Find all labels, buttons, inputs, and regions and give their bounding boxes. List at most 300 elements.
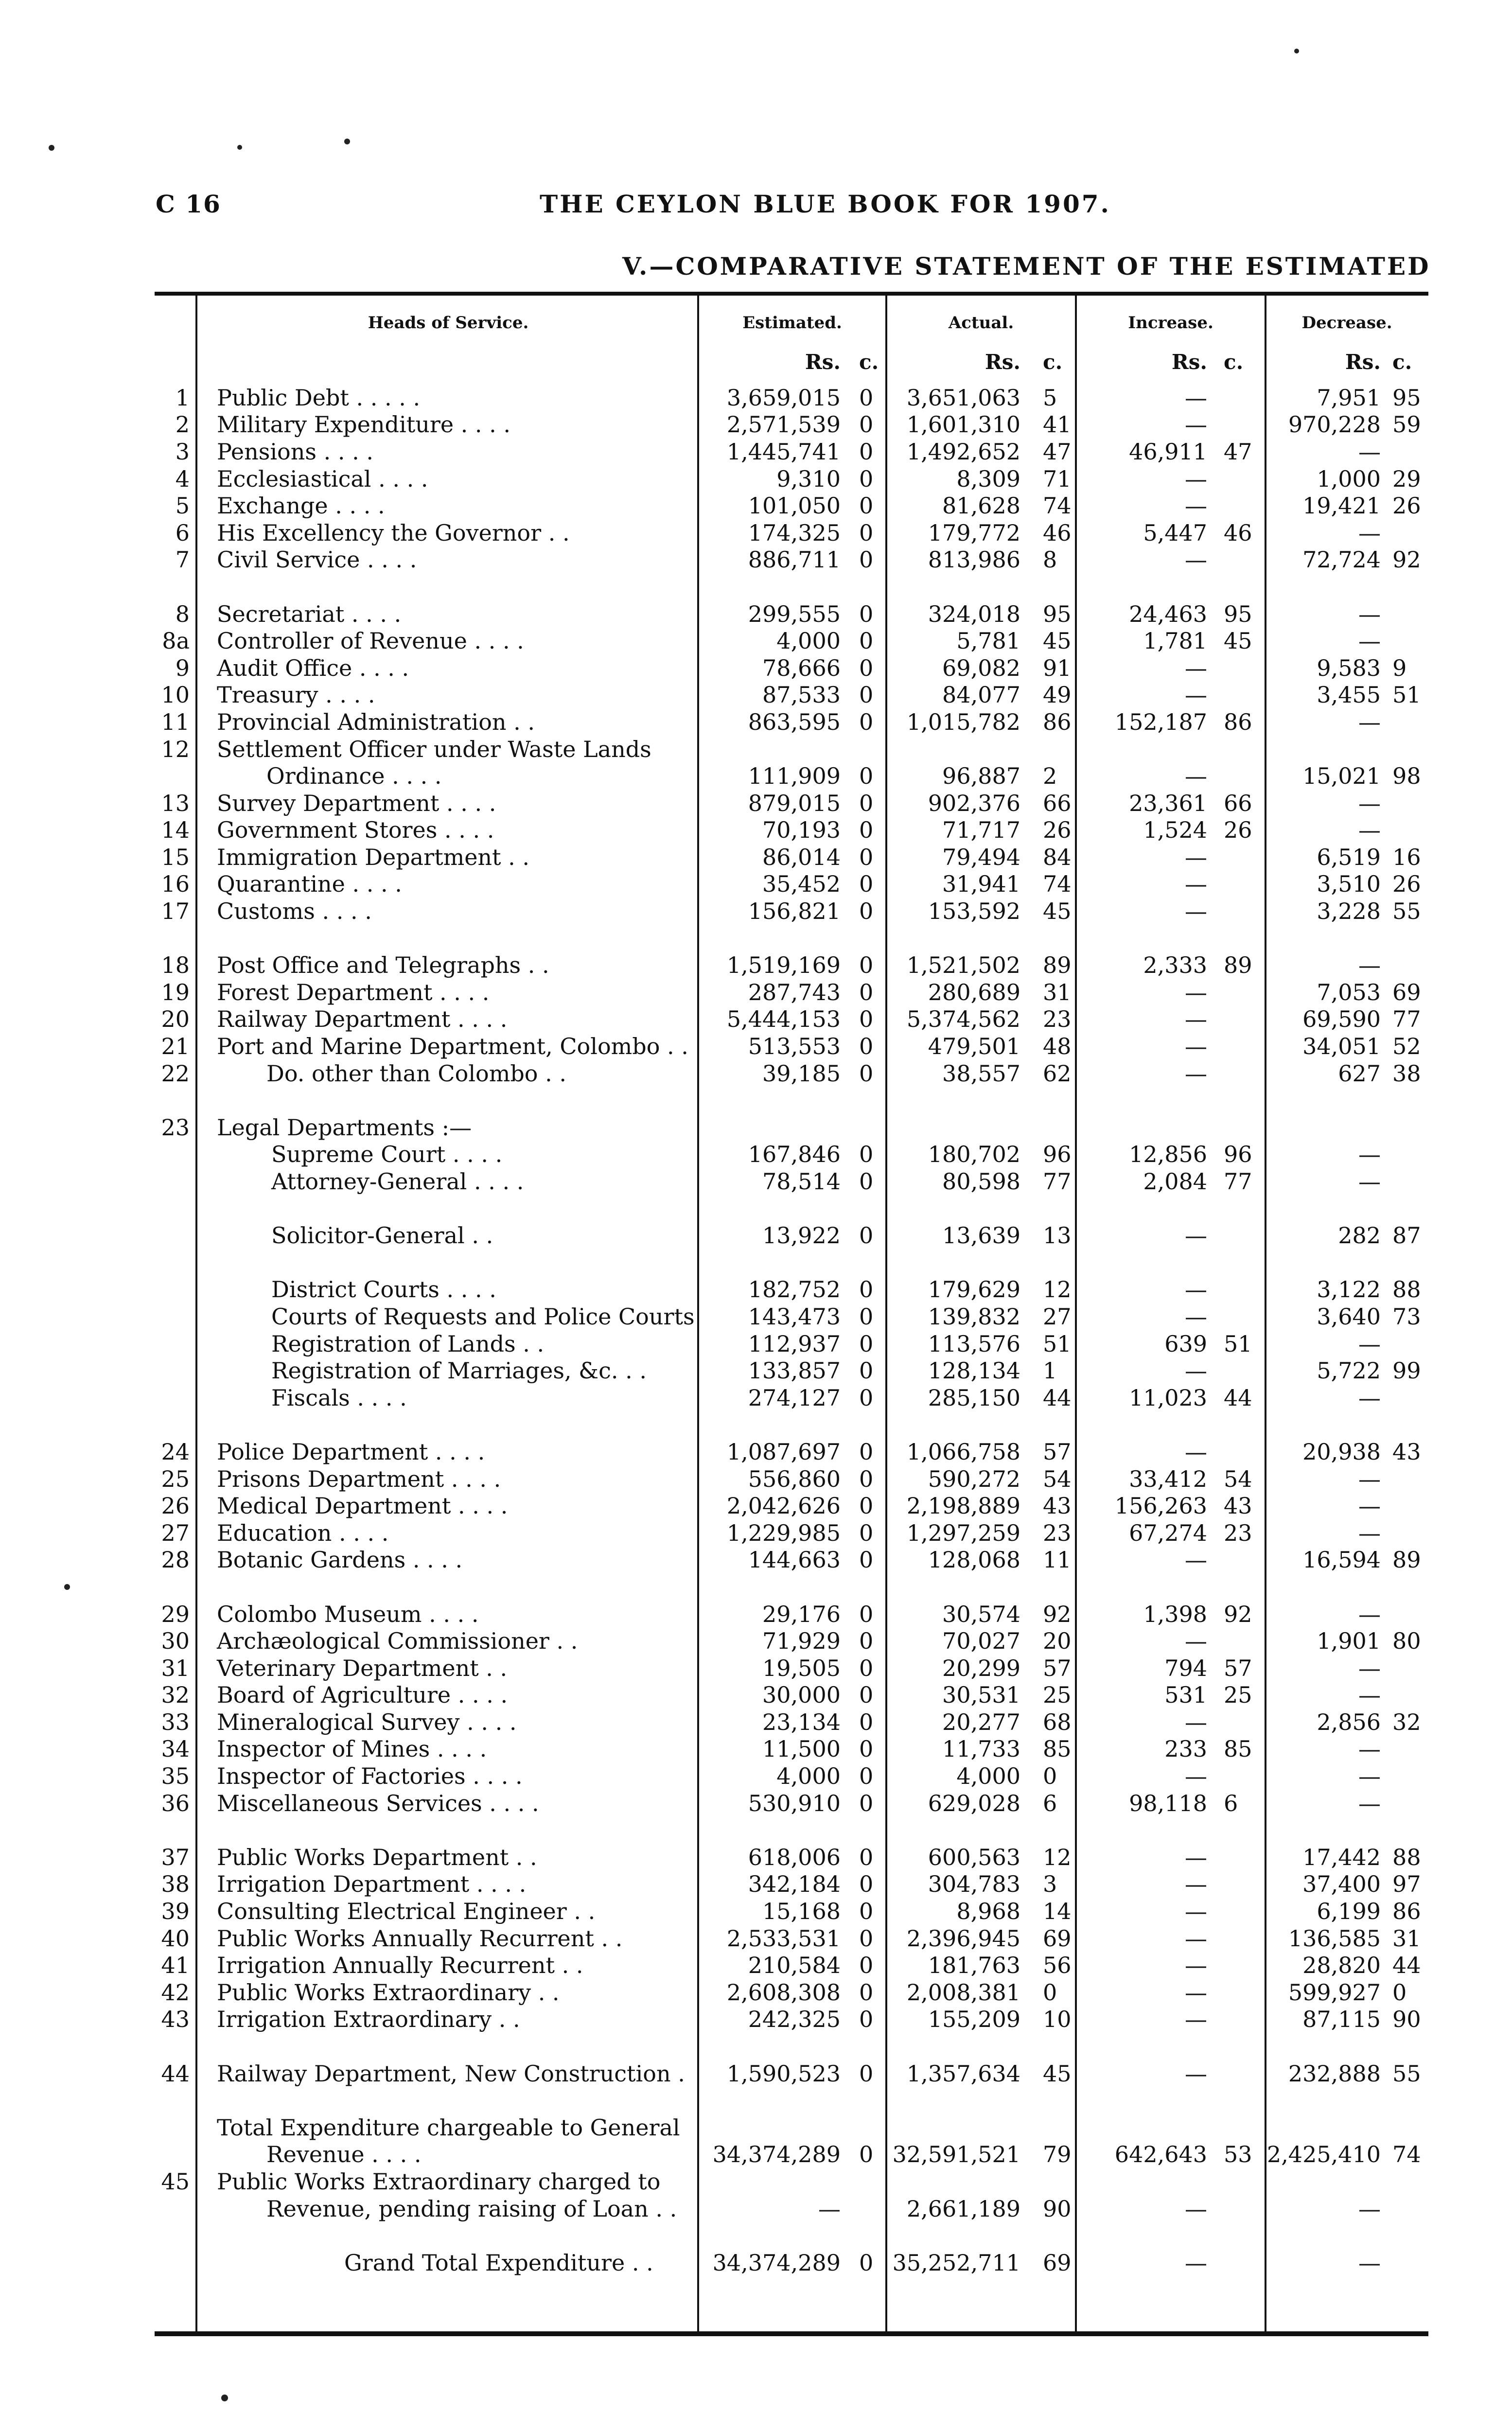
decrease-c: 55 xyxy=(1392,898,1421,925)
actual-c: 45 xyxy=(1043,2060,1072,2087)
increase-c: 53 xyxy=(1224,2141,1252,2168)
actual-rs: 590,272 xyxy=(928,1465,1021,1492)
decrease-rs: — xyxy=(1358,952,1381,979)
actual-c: 86 xyxy=(1043,708,1072,735)
unit-c: c. xyxy=(1043,350,1063,374)
estimated-c: 0 xyxy=(859,1141,874,1168)
page-number: C 16 xyxy=(156,190,221,218)
increase-rs: — xyxy=(1185,1871,1208,1898)
estimated-rs: 143,473 xyxy=(748,1303,841,1330)
row-number xyxy=(155,762,198,790)
estimated-rs: 556,860 xyxy=(748,1465,841,1492)
decrease-c: 86 xyxy=(1392,1898,1421,1925)
estimated-rs: 86,014 xyxy=(762,844,841,870)
actual-c: 5 xyxy=(1043,384,1057,411)
head-of-service: Customs . . . . xyxy=(217,898,372,925)
actual-rs: 8,309 xyxy=(956,465,1021,492)
actual-rs: 81,628 xyxy=(942,493,1021,519)
table-row xyxy=(155,1492,1428,1519)
actual-c: 43 xyxy=(1043,1493,1072,1519)
decrease-rs: — xyxy=(1358,1465,1381,1492)
row-number: 27 xyxy=(161,1519,190,1546)
spacer-cell xyxy=(155,2087,1428,2114)
decrease-c xyxy=(1389,1384,1428,1411)
table-row xyxy=(155,1519,1428,1547)
estimated-rs: 618,006 xyxy=(748,1844,841,1870)
decrease-rs: — xyxy=(1358,438,1381,465)
head-of-service: Ordinance . . . . xyxy=(266,763,442,790)
increase-c xyxy=(1217,898,1266,925)
spacer-row xyxy=(155,2087,1428,2114)
estimated-rs: 1,087,697 xyxy=(726,1438,841,1465)
decrease-c: 88 xyxy=(1392,1276,1421,1303)
table-row xyxy=(155,1601,1428,1628)
head-of-service: Port and Marine Department, Colombo . . xyxy=(217,1033,688,1060)
decrease-rs: 15,021 xyxy=(1302,763,1381,790)
estimated-c xyxy=(852,1114,886,1141)
increase-c xyxy=(1217,979,1266,1006)
estimated-rs: 13,922 xyxy=(762,1222,841,1249)
head-of-service: Public Works Extraordinary charged to xyxy=(217,2168,661,2195)
head-of-service: Consulting Electrical Engineer . . xyxy=(217,1898,596,1925)
table-row xyxy=(155,844,1428,871)
increase-rs: — xyxy=(1185,1303,1208,1330)
increase-rs: — xyxy=(1185,465,1208,492)
increase-rs: 67,274 xyxy=(1129,1519,1208,1546)
decrease-c xyxy=(1389,519,1428,546)
decrease-c xyxy=(1389,2195,1428,2222)
increase-c xyxy=(1217,1303,1266,1330)
estimated-c: 0 xyxy=(859,411,874,438)
decrease-rs: 1,000 xyxy=(1317,465,1381,492)
row-number: 22 xyxy=(161,1060,190,1087)
row-number: 36 xyxy=(161,1790,190,1816)
estimated-c: 0 xyxy=(859,546,874,573)
decrease-rs: 7,951 xyxy=(1317,384,1381,411)
estimated-rs: 11,500 xyxy=(762,1736,841,1762)
row-number: 8 xyxy=(175,600,190,627)
unit-rs: Rs. xyxy=(985,350,1021,374)
row-number: 4 xyxy=(175,465,190,492)
estimated-rs: — xyxy=(818,2195,841,2222)
head-of-service: Audit Office . . . . xyxy=(217,654,409,681)
decrease-rs: 72,724 xyxy=(1302,546,1381,573)
increase-rs: 1,781 xyxy=(1143,628,1208,654)
decrease-c: 73 xyxy=(1392,1303,1421,1330)
actual-c: 56 xyxy=(1043,1952,1072,1979)
estimated-rs: 2,571,539 xyxy=(726,411,841,438)
actual-c: 12 xyxy=(1043,1276,1072,1303)
spacer-row xyxy=(155,573,1428,600)
column-header-row xyxy=(155,305,1428,340)
table-row xyxy=(155,1979,1428,2006)
estimated-rs: 70,193 xyxy=(762,817,841,844)
table-row xyxy=(155,492,1428,519)
increase-rs: 531 xyxy=(1164,1682,1208,1709)
decrease-c: 52 xyxy=(1392,1033,1421,1060)
estimated-c: 0 xyxy=(859,1168,874,1195)
actual-rs: 179,772 xyxy=(928,519,1021,546)
increase-c xyxy=(1217,1438,1266,1465)
actual-c: 27 xyxy=(1043,1303,1072,1330)
decrease-rs: 20,938 xyxy=(1302,1438,1381,1465)
estimated-rs: 287,743 xyxy=(748,979,841,1005)
actual-rs: 479,501 xyxy=(928,1033,1021,1060)
estimated-c: 0 xyxy=(859,952,874,979)
decrease-rs: 2,856 xyxy=(1317,1709,1381,1735)
decrease-c xyxy=(1389,817,1428,844)
actual-rs: 20,299 xyxy=(942,1655,1021,1681)
estimated-c: 0 xyxy=(859,1357,874,1384)
estimated-rs: 78,514 xyxy=(762,1168,841,1195)
estimated-rs: 242,325 xyxy=(748,2006,841,2033)
increase-rs: — xyxy=(1185,1628,1208,1655)
actual-c: 6 xyxy=(1043,1790,1057,1816)
head-of-service: Inspector of Mines . . . . xyxy=(217,1736,487,1762)
estimated-c: 0 xyxy=(859,1682,874,1709)
head-of-service: Immigration Department . . xyxy=(217,844,530,870)
increase-c xyxy=(1217,546,1266,574)
increase-c xyxy=(1217,1925,1266,1952)
increase-rs: 5,447 xyxy=(1143,519,1208,546)
col-heads-of-service: Heads of Service. xyxy=(368,313,529,333)
table-row xyxy=(155,1114,1428,1141)
decrease-rs: 17,442 xyxy=(1302,1844,1381,1870)
speck-mark xyxy=(344,139,350,144)
actual-c: 12 xyxy=(1043,1844,1072,1870)
actual-rs: 79,494 xyxy=(942,844,1021,870)
head-of-service: Miscellaneous Services . . . . xyxy=(217,1790,539,1816)
actual-rs: 30,531 xyxy=(942,1682,1021,1709)
decrease-c xyxy=(1389,736,1428,763)
row-number: 19 xyxy=(161,979,190,1005)
estimated-rs: 35,452 xyxy=(762,871,841,898)
increase-rs: — xyxy=(1185,1898,1208,1925)
head-of-service: Grand Total Expenditure . . xyxy=(344,2249,653,2276)
estimated-rs: 71,929 xyxy=(762,1628,841,1655)
estimated-rs: 39,185 xyxy=(762,1060,841,1087)
actual-c: 1 xyxy=(1043,1357,1057,1384)
estimated-c: 0 xyxy=(859,1844,874,1870)
row-number xyxy=(155,1168,198,1195)
estimated-c: 0 xyxy=(859,2141,874,2168)
estimated-c: 0 xyxy=(859,871,874,898)
row-number: 24 xyxy=(161,1438,190,1465)
estimated-rs: 513,553 xyxy=(748,1033,841,1060)
head-of-service: Fiscals . . . . xyxy=(271,1384,407,1411)
increase-c: 96 xyxy=(1224,1141,1252,1168)
increase-c xyxy=(1217,1006,1266,1033)
row-number xyxy=(155,1303,198,1330)
estimated-c: 0 xyxy=(859,438,874,465)
actual-rs: 285,150 xyxy=(928,1384,1021,1411)
spacer-row xyxy=(155,2033,1428,2060)
actual-rs xyxy=(886,1114,1032,1141)
increase-c: 86 xyxy=(1224,708,1252,735)
decrease-c xyxy=(1389,1114,1428,1141)
decrease-rs: — xyxy=(1358,1168,1381,1195)
row-number: 35 xyxy=(161,1763,190,1790)
head-of-service: His Excellency the Governor . . xyxy=(217,519,570,546)
increase-c xyxy=(1217,1060,1266,1087)
actual-c: 44 xyxy=(1043,1384,1072,1411)
actual-c: 11 xyxy=(1043,1547,1072,1573)
estimated-rs xyxy=(698,736,852,763)
decrease-rs: 6,519 xyxy=(1317,844,1381,870)
unit-c: c. xyxy=(1224,350,1244,374)
table-row xyxy=(155,1276,1428,1304)
actual-c: 69 xyxy=(1043,1925,1072,1952)
actual-rs xyxy=(886,736,1032,763)
estimated-rs: 78,666 xyxy=(762,654,841,681)
spacer-row xyxy=(155,1816,1428,1844)
increase-c: 23 xyxy=(1224,1519,1252,1546)
head-of-service: Irrigation Department . . . . xyxy=(217,1871,527,1898)
estimated-c: 0 xyxy=(859,1790,874,1816)
actual-c: 57 xyxy=(1043,1655,1072,1681)
increase-c xyxy=(1217,1547,1266,1574)
decrease-c: 38 xyxy=(1392,1060,1421,1087)
decrease-c: 77 xyxy=(1392,1006,1421,1033)
increase-rs: 152,187 xyxy=(1114,708,1208,735)
decrease-c xyxy=(1389,438,1428,465)
actual-rs: 304,783 xyxy=(928,1871,1021,1898)
increase-c xyxy=(1217,682,1266,709)
increase-rs: — xyxy=(1185,1033,1208,1060)
estimated-rs: 2,533,531 xyxy=(726,1925,841,1952)
row-number xyxy=(155,2249,198,2276)
increase-rs: 98,118 xyxy=(1129,1790,1208,1816)
increase-c xyxy=(1217,2195,1266,2222)
actual-rs: 1,521,502 xyxy=(906,952,1021,979)
estimated-c: 0 xyxy=(859,493,874,519)
increase-c: 66 xyxy=(1224,790,1252,816)
estimated-rs: 1,590,523 xyxy=(726,2060,841,2087)
col-actual: Actual. xyxy=(948,313,1014,333)
decrease-c xyxy=(1389,1655,1428,1682)
unit-rs: Rs. xyxy=(805,350,841,374)
head-of-service: Irrigation Extraordinary . . xyxy=(217,2006,520,2033)
decrease-c xyxy=(1389,790,1428,817)
table-row xyxy=(155,1303,1428,1330)
estimated-c: 0 xyxy=(859,1438,874,1465)
head-of-service: Attorney-General . . . . xyxy=(271,1168,524,1195)
increase-rs: 794 xyxy=(1164,1655,1208,1681)
book-title: THE CEYLON BLUE BOOK FOR 1907. xyxy=(540,190,1111,218)
increase-rs: — xyxy=(1185,493,1208,519)
row-number: 42 xyxy=(161,1979,190,2006)
table-row xyxy=(155,1736,1428,1763)
actual-c: 49 xyxy=(1043,682,1072,708)
estimated-rs: 15,168 xyxy=(762,1898,841,1925)
actual-rs: 629,028 xyxy=(928,1790,1021,1816)
decrease-c: 16 xyxy=(1392,844,1421,870)
increase-c xyxy=(1217,1709,1266,1736)
increase-c xyxy=(1217,465,1266,493)
actual-c: 66 xyxy=(1043,790,1072,816)
estimated-c: 0 xyxy=(859,1276,874,1303)
estimated-c: 0 xyxy=(859,2006,874,2033)
estimated-c: 0 xyxy=(859,600,874,627)
estimated-rs: 19,505 xyxy=(762,1655,841,1681)
estimated-rs: 5,444,153 xyxy=(726,1006,841,1033)
actual-c: 45 xyxy=(1043,628,1072,654)
row-number: 14 xyxy=(161,817,190,844)
row-number: 39 xyxy=(161,1898,190,1925)
estimated-rs: 299,555 xyxy=(748,600,841,627)
head-of-service: District Courts . . . . xyxy=(271,1276,496,1303)
spacer-cell xyxy=(155,1411,1428,1439)
decrease-c xyxy=(1389,1762,1428,1790)
table-row xyxy=(155,1465,1428,1493)
table-row xyxy=(155,1357,1428,1384)
estimated-c: 0 xyxy=(859,1330,874,1357)
actual-rs: 35,252,711 xyxy=(892,2249,1021,2276)
decrease-rs: — xyxy=(1358,1601,1381,1627)
increase-rs: — xyxy=(1185,1357,1208,1384)
spacer-cell xyxy=(155,1816,1428,1844)
decrease-rs: 3,455 xyxy=(1317,682,1381,708)
head-of-service: Civil Service . . . . xyxy=(217,546,417,573)
increase-rs: — xyxy=(1185,2249,1208,2276)
decrease-c: 31 xyxy=(1392,1925,1421,1952)
increase-c xyxy=(1217,492,1266,519)
row-number: 12 xyxy=(161,736,190,762)
table-row xyxy=(155,1384,1428,1411)
row-number: 34 xyxy=(161,1736,190,1762)
row-number: 17 xyxy=(161,898,190,925)
table-row xyxy=(155,1033,1428,1060)
actual-rs: 113,576 xyxy=(928,1330,1021,1357)
table-row xyxy=(155,2168,1428,2195)
actual-rs: 71,717 xyxy=(942,817,1021,844)
row-number: 41 xyxy=(161,1952,190,1979)
decrease-rs: 34,051 xyxy=(1302,1033,1381,1060)
actual-rs: 153,592 xyxy=(928,898,1021,925)
actual-c: 84 xyxy=(1043,844,1072,870)
estimated-rs: 530,910 xyxy=(748,1790,841,1816)
actual-rs: 128,134 xyxy=(928,1357,1021,1384)
actual-rs: 1,015,782 xyxy=(906,708,1021,735)
actual-c: 79 xyxy=(1043,2141,1072,2168)
actual-rs: 600,563 xyxy=(928,1844,1021,1870)
row-number: 38 xyxy=(161,1871,190,1898)
estimated-rs: 2,042,626 xyxy=(726,1493,841,1519)
increase-rs: — xyxy=(1185,1709,1208,1735)
table-row xyxy=(155,465,1428,493)
table-row xyxy=(155,654,1428,682)
head-of-service: Public Works Extraordinary . . xyxy=(217,1979,560,2006)
actual-rs: 902,376 xyxy=(928,790,1021,816)
page-header xyxy=(151,190,1429,224)
row-number: 30 xyxy=(161,1628,190,1655)
table-row xyxy=(155,682,1428,709)
table-row xyxy=(155,1222,1428,1249)
table-row xyxy=(155,438,1428,465)
row-number: 1 xyxy=(175,384,190,411)
actual-c: 71 xyxy=(1043,465,1072,492)
actual-c: 10 xyxy=(1043,2006,1072,2033)
actual-rs: 139,832 xyxy=(928,1303,1021,1330)
decrease-c: 88 xyxy=(1392,1844,1421,1870)
decrease-c: 43 xyxy=(1392,1438,1421,1465)
increase-c xyxy=(1217,1952,1266,1979)
table-row xyxy=(155,546,1428,574)
decrease-rs xyxy=(1266,2114,1389,2141)
increase-c: 47 xyxy=(1224,438,1252,465)
decrease-c xyxy=(1389,1168,1428,1195)
estimated-rs: 111,909 xyxy=(748,763,841,790)
increase-rs: — xyxy=(1185,898,1208,925)
increase-rs: — xyxy=(1185,1222,1208,1249)
row-number: 5 xyxy=(175,493,190,519)
estimated-rs: 182,752 xyxy=(748,1276,841,1303)
row-number: 3 xyxy=(175,438,190,465)
actual-rs: 11,733 xyxy=(942,1736,1021,1762)
increase-c xyxy=(1217,1114,1266,1141)
increase-rs: — xyxy=(1185,384,1208,411)
decrease-c: 29 xyxy=(1392,465,1421,492)
increase-rs: — xyxy=(1185,1979,1208,2006)
estimated-c: 0 xyxy=(859,628,874,654)
estimated-c: 0 xyxy=(859,1736,874,1762)
head-of-service: Forest Department . . . . xyxy=(217,979,490,1005)
estimated-c xyxy=(852,2195,886,2222)
actual-rs: 30,574 xyxy=(942,1601,1021,1627)
table-row xyxy=(155,951,1428,979)
decrease-c: 92 xyxy=(1392,546,1421,573)
actual-rs: 2,198,889 xyxy=(906,1493,1021,1519)
increase-c: 85 xyxy=(1224,1736,1252,1762)
increase-c xyxy=(1217,2168,1266,2195)
actual-c: 96 xyxy=(1043,1141,1072,1168)
row-number: 9 xyxy=(175,654,190,681)
estimated-c: 0 xyxy=(859,763,874,790)
increase-c xyxy=(1217,1033,1266,1060)
spacer-cell xyxy=(155,2222,1428,2249)
increase-c xyxy=(1217,2114,1266,2141)
increase-rs: — xyxy=(1185,1276,1208,1303)
decrease-rs xyxy=(1266,736,1389,763)
table-row xyxy=(155,1762,1428,1790)
actual-rs: 80,598 xyxy=(942,1168,1021,1195)
row-number xyxy=(155,1330,198,1357)
unit-c: c. xyxy=(859,350,879,374)
estimated-c xyxy=(852,2168,886,2195)
table-row xyxy=(155,817,1428,844)
decrease-c xyxy=(1389,600,1428,628)
decrease-rs: 9,583 xyxy=(1317,654,1381,681)
col-estimated: Estimated. xyxy=(742,313,842,333)
table-row xyxy=(155,1330,1428,1357)
decrease-rs: 3,228 xyxy=(1317,898,1381,925)
decrease-c: 9 xyxy=(1392,654,1407,681)
head-of-service: Education . . . . xyxy=(217,1519,389,1546)
decrease-rs: 7,053 xyxy=(1317,979,1381,1005)
actual-rs: 180,702 xyxy=(928,1141,1021,1168)
table-row xyxy=(155,1682,1428,1709)
increase-rs: — xyxy=(1185,411,1208,438)
actual-c: 69 xyxy=(1043,2249,1072,2276)
head-of-service: Prisons Department . . . . xyxy=(217,1465,501,1492)
head-of-service: Exchange . . . . xyxy=(217,493,385,519)
row-number xyxy=(155,2195,198,2222)
head-of-service: Supreme Court . . . . xyxy=(271,1141,503,1168)
decrease-rs: 970,228 xyxy=(1288,411,1381,438)
decrease-c: 26 xyxy=(1392,493,1421,519)
decrease-rs: 3,122 xyxy=(1317,1276,1381,1303)
actual-c: 23 xyxy=(1043,1519,1072,1546)
